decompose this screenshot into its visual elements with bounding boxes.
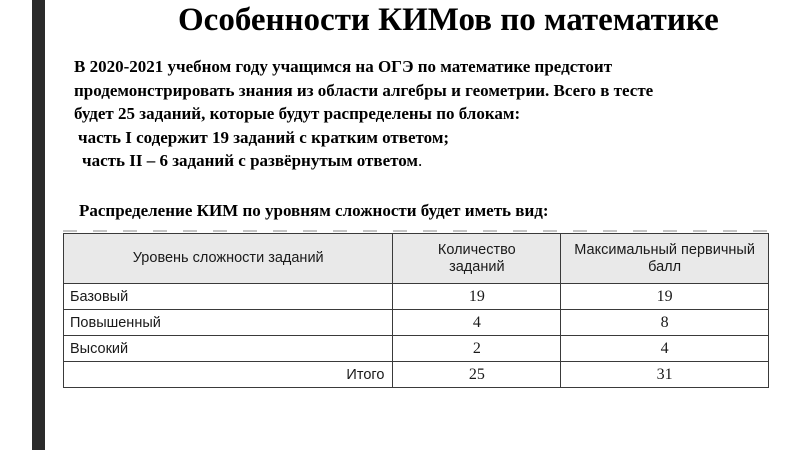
row-score: 19 [561,284,769,310]
part-two-period: . [418,151,423,170]
header-count-line2: заданий [449,258,505,275]
total-label: Итого [64,362,393,388]
part-one-line: часть I содержит 19 заданий с кратким ответом; [78,127,450,147]
part-two-line [74,149,784,173]
intro-line: В 2020-2021 учебном году учащимся на ОГЭ по математике предстоит [74,57,613,76]
row-count: 4 [393,310,561,336]
left-accent-bar [32,0,45,450]
table-row [64,310,769,336]
header-score-line1: Максимальный первичный [574,241,755,258]
table-total-row [64,362,769,388]
difficulty-table [63,233,769,388]
row-score: 4 [561,336,769,362]
row-count: 2 [393,336,561,362]
row-count: 19 [393,284,561,310]
row-level: Базовый [64,284,393,310]
table-row [64,284,769,310]
header-score [561,234,769,284]
distribution-caption: Распределение КИМ по уровням сложности будет иметь вид: [79,201,549,220]
header-level: Уровень сложности заданий [64,234,393,284]
row-score: 8 [561,310,769,336]
table-header-row [64,234,769,284]
intro-line: будет 25 заданий, которые будут распределены по блокам: [74,104,521,123]
header-count [393,234,561,284]
total-score: 31 [561,362,769,388]
total-count: 25 [393,362,561,388]
difficulty-table-container [63,233,769,388]
intro-text [74,55,784,173]
header-score-line2: балл [648,258,682,275]
part-two-text: часть II – 6 заданий с развёрнутым ответом [82,151,419,170]
intro-line: продемонстрировать знания из области алгебры и геометрии. Всего в тесте [74,80,654,100]
row-level: Повышенный [64,310,393,336]
table-row [64,336,769,362]
header-count-line1: Количество [437,241,516,258]
row-level: Высокий [64,336,393,362]
page-title: Особенности КИМов по математике [178,2,719,38]
